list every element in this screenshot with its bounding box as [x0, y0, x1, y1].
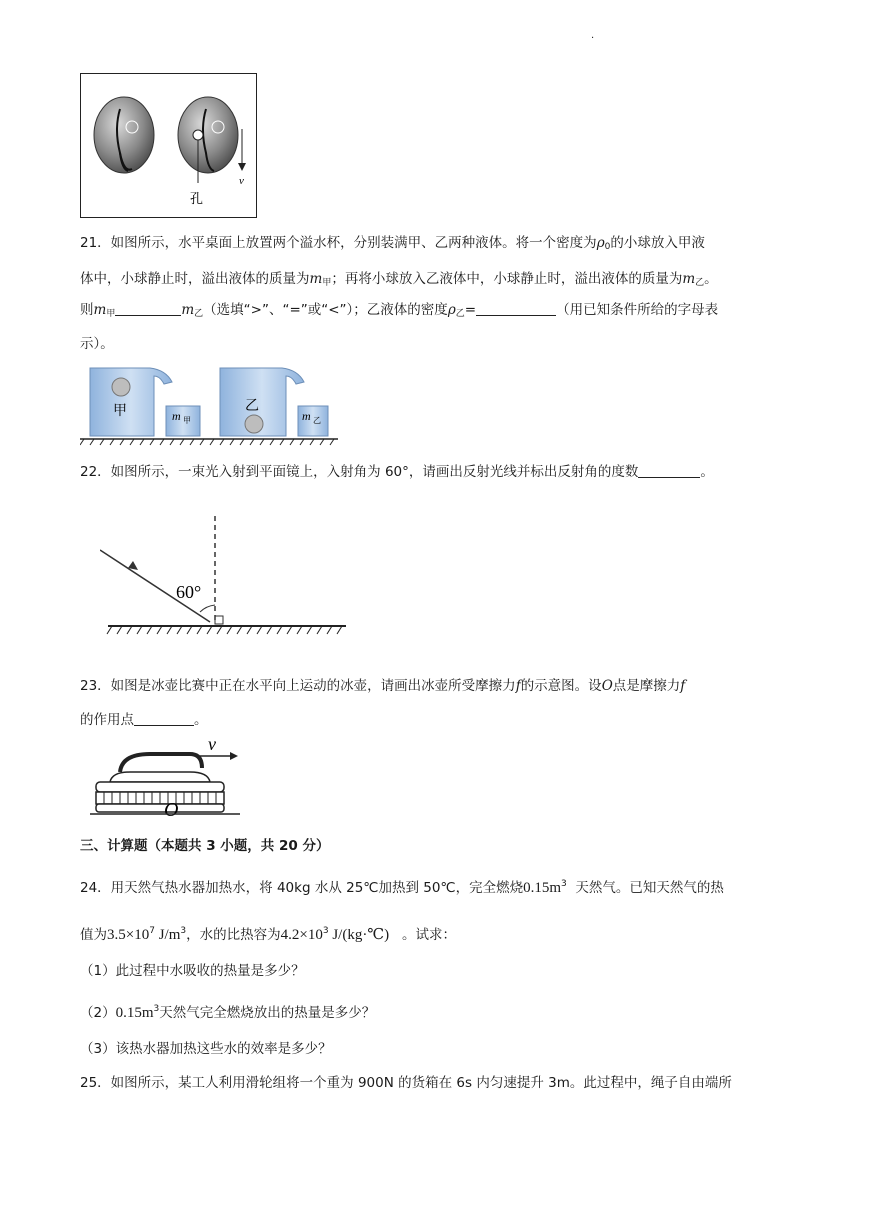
- curling-stone-figure: [90, 732, 250, 822]
- angle-label: 60°: [176, 582, 202, 602]
- curling-O-label: O: [164, 799, 179, 821]
- cup-yi-m: m: [302, 409, 311, 423]
- answer-blank-point[interactable]: [134, 711, 194, 726]
- egg-fig-hole-label: 孔: [190, 192, 204, 207]
- q21-line4: 示）。: [80, 336, 114, 352]
- q23-line2: 的作用点 。: [80, 712, 208, 728]
- cup-jia-m: m: [172, 409, 181, 423]
- q21-line2: 体中，小球静止时，溢出液体的质量为$m_甲$；再将小球放入乙液体中，小球静止时，溢出液体的质量为$m_乙$。: [80, 271, 718, 288]
- mirror-figure: [100, 510, 352, 640]
- answer-blank-density[interactable]: [476, 301, 556, 316]
- egg-left: [94, 97, 154, 173]
- q23-line1: 23．如图是冰壶比赛中正在水平向上运动的冰壶，请画出冰壶所受摩擦力f的示意图。设O点是摩擦力f: [80, 678, 686, 694]
- q21-line3: 则$m_甲$ $m_乙$（选填“>”、“=”或“<”）；乙液体的密度$\rho_乙=$ （用已知条件所给的字母表: [80, 302, 719, 319]
- angle-arc: [200, 605, 215, 612]
- curling-v-label: v: [208, 734, 216, 754]
- beaker-yi-label: 乙: [245, 398, 259, 414]
- beaker-jia: [90, 368, 172, 436]
- q24-sub3: （3）该热水器加热这些水的效率是多少？: [80, 1041, 332, 1057]
- q22-line1: 22．如图所示，一束光入射到平面镜上，入射角为 60°，请画出反射光线并标出反射角的度数 。: [80, 464, 714, 480]
- beaker-jia-label: 甲: [113, 403, 127, 419]
- q21-line1: 21．如图所示，水平桌面上放置两个溢水杯，分别装满甲、乙两种液体。将一个密度为$\rho_0$的小球放入甲液: [80, 235, 705, 252]
- beaker-yi: [220, 368, 304, 436]
- overflow-cups-figure: [80, 362, 340, 446]
- egg-figure: [80, 73, 258, 219]
- answer-blank-compare[interactable]: [115, 301, 181, 316]
- q24-line1: 24．用天然气热水器加热水，将 40kg 水从 25℃加热到 50℃，完全燃烧$0.15m^3$ 天然气。已知天然气的热: [80, 879, 724, 896]
- q24-line2: 值为$3.5\times 10^7$ $J/m^3$，水的比热容为$4.2\times 10^3$ J/(kg·℃) 。试求：: [80, 926, 456, 943]
- answer-blank-reflect-angle[interactable]: [638, 463, 700, 478]
- header-dot: .: [591, 30, 595, 41]
- curling-v-arrow: [230, 752, 238, 760]
- section-3-title: 三、计算题（本题共 3 小题，共 20 分）: [80, 838, 330, 854]
- egg-fig-v-label: v: [239, 175, 244, 187]
- curling-handle: [120, 754, 202, 772]
- q25-line1: 25．如图所示，某工人利用滑轮组将一个重为 900N 的货箱在 6s 内匀速提升 3m。此过程中，绳子自由端所: [80, 1075, 732, 1091]
- q24-sub1: （1）此过程中水吸收的热量是多少？: [80, 963, 305, 979]
- cup-yi-sub: 乙: [313, 416, 321, 425]
- cup-jia-sub: 甲: [183, 416, 191, 425]
- q24-sub2: $(2)0.15m^3$天然气完全燃烧放出的热量是多少？: [80, 1004, 376, 1021]
